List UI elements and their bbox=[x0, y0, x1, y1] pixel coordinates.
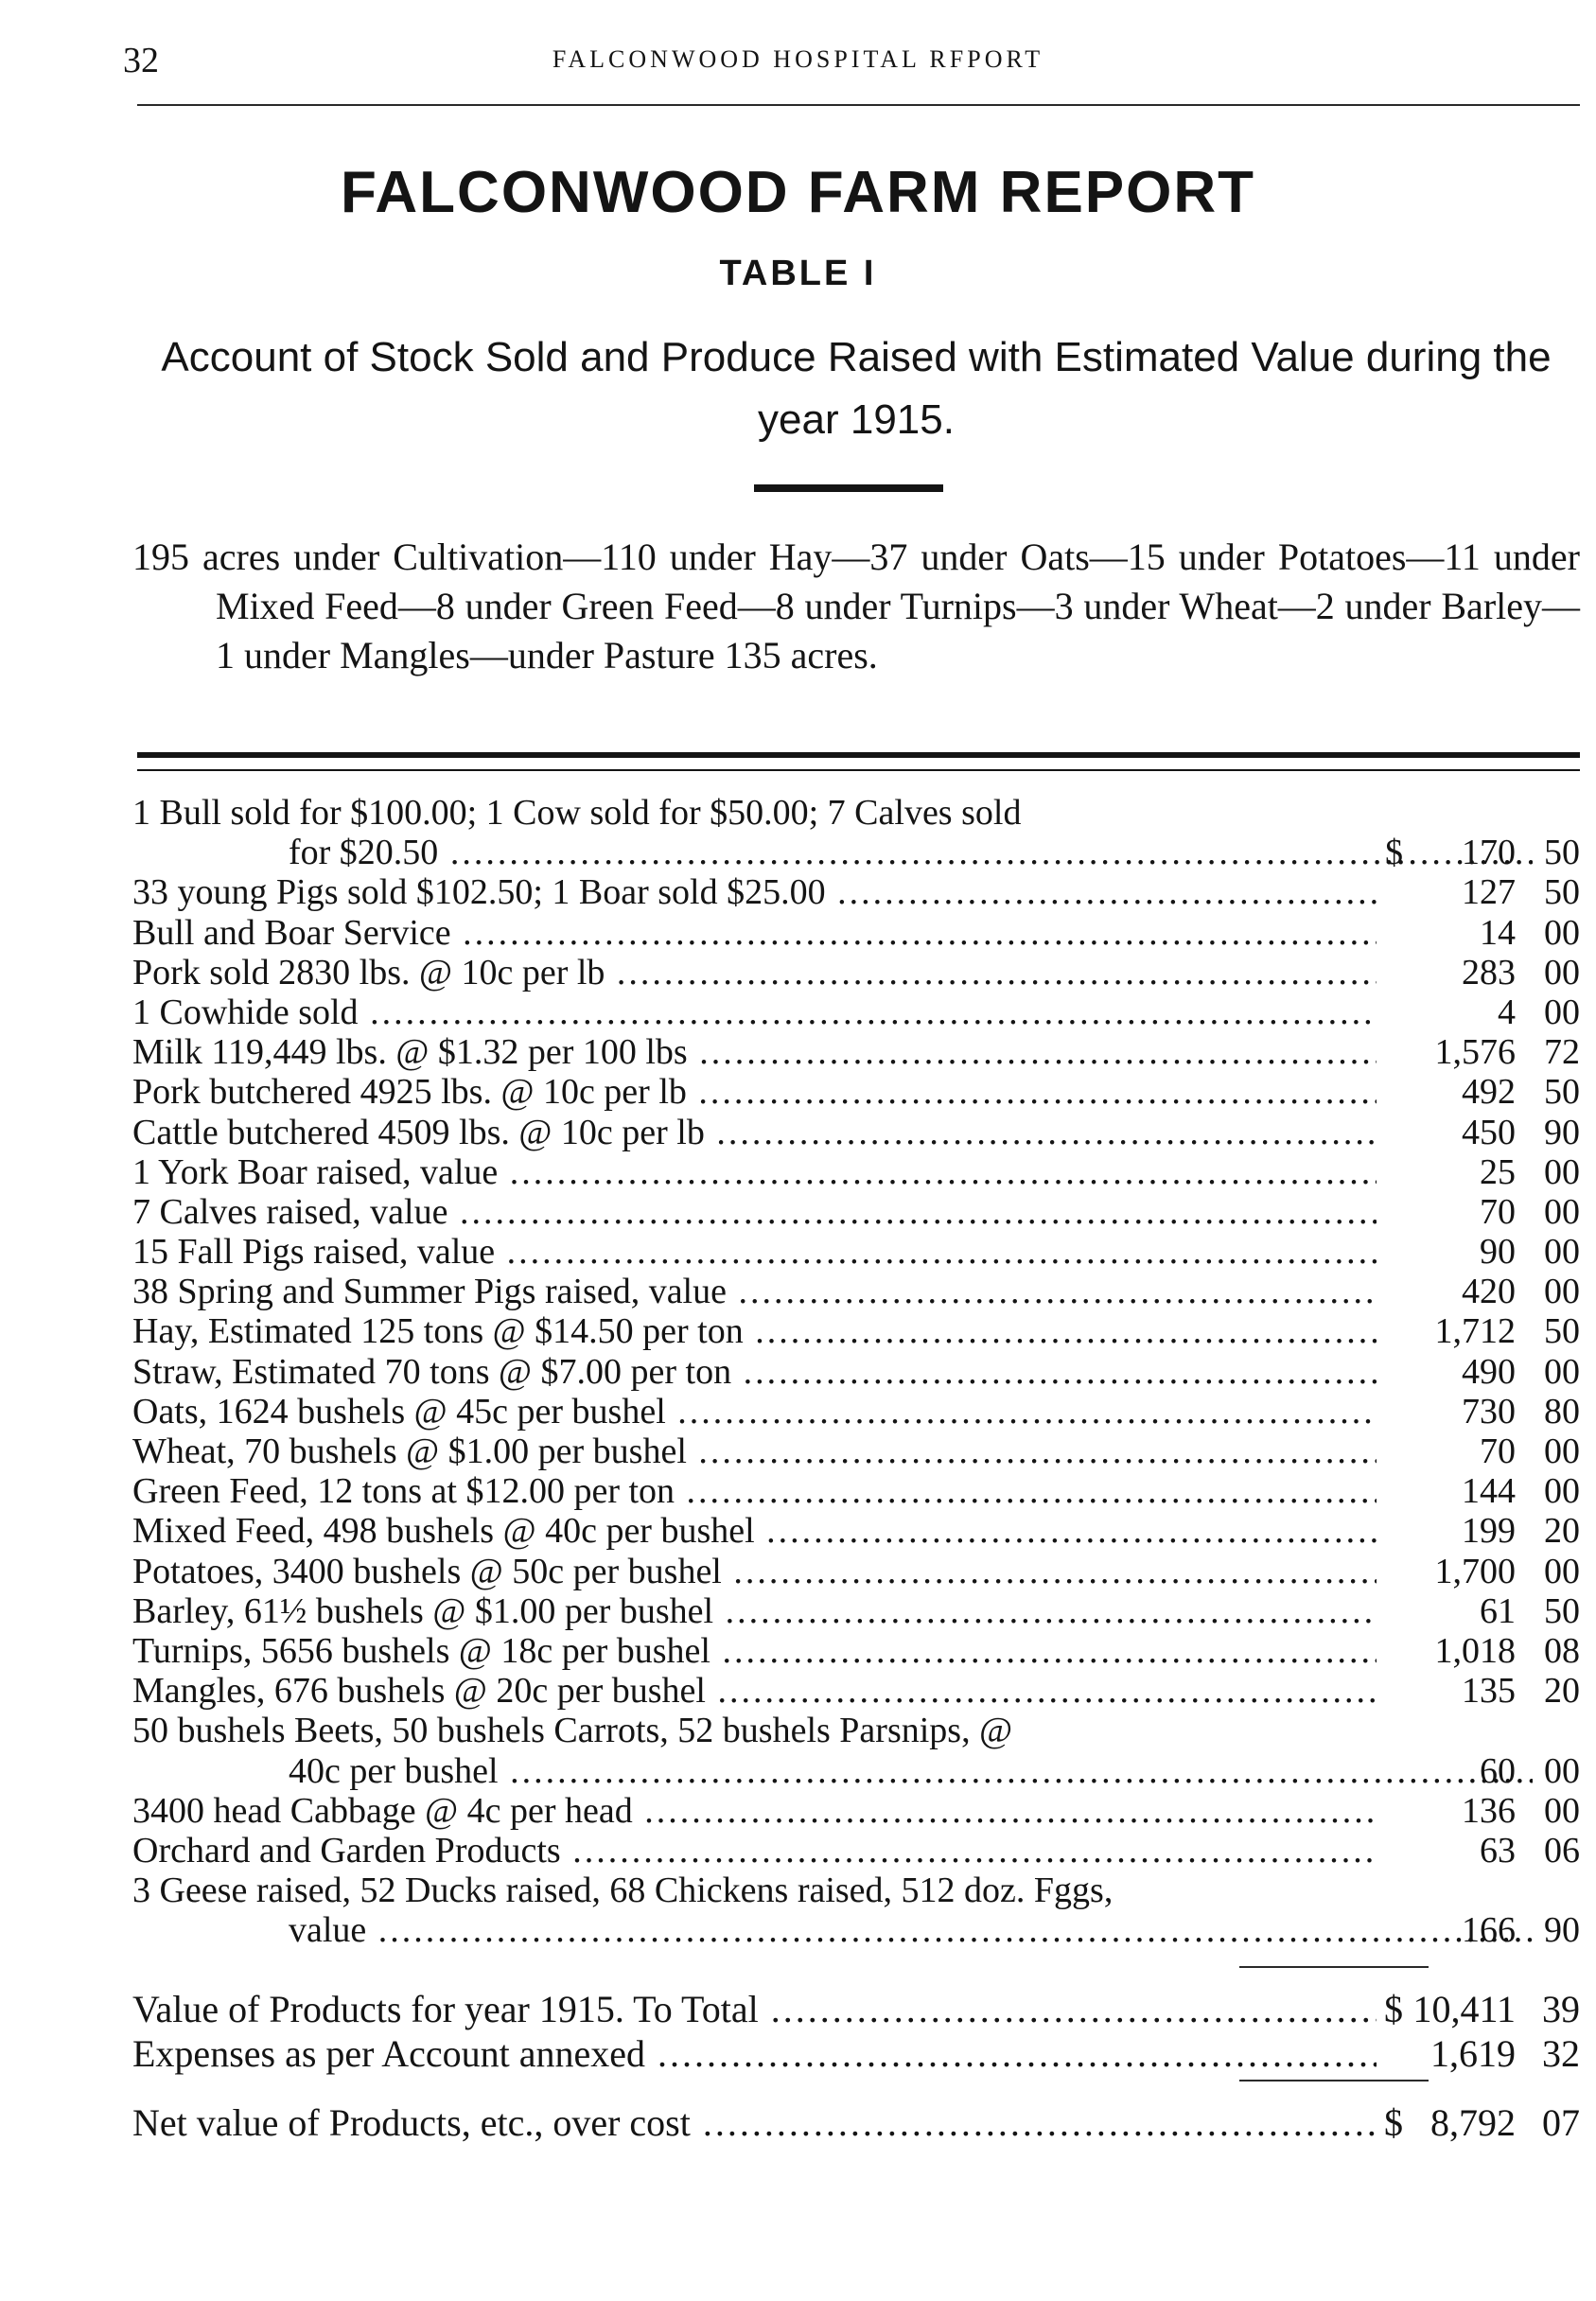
ledger-row bbox=[132, 1591, 1580, 1631]
ledger-item-amount: 70 bbox=[1480, 1191, 1516, 1232]
ledger-item-label: Cattle butchered 4509 lbs. @ 10c per lb ..... bbox=[132, 1113, 1377, 1152]
ledger-item-cents: 00 bbox=[1544, 1432, 1580, 1472]
ledger-table bbox=[132, 793, 1580, 1950]
ledger-item-amount: 492 bbox=[1462, 1072, 1516, 1113]
total-value-label: Value of Products for year 1915. To Total ..... bbox=[132, 1987, 1377, 2031]
page-number: 32 bbox=[123, 41, 159, 80]
ledger-item-amount: 25 bbox=[1480, 1151, 1516, 1192]
ledger-item-amount: 420 bbox=[1462, 1272, 1516, 1312]
acreage-paragraph bbox=[132, 533, 1580, 680]
ledger-item-amount: 1,576 bbox=[1434, 1032, 1516, 1073]
ledger-item-amount: 170 bbox=[1462, 833, 1516, 873]
ledger-item-label: Mixed Feed, 498 bushels @ 40c per bushel ..... bbox=[132, 1511, 1377, 1551]
totals-block bbox=[132, 1987, 1580, 2076]
running-header bbox=[0, 40, 1596, 78]
ledger-item-amount: 60 bbox=[1480, 1750, 1516, 1791]
ledger-row bbox=[132, 913, 1580, 953]
ledger-row bbox=[132, 1072, 1580, 1112]
ledger-item-cents: 50 bbox=[1544, 1311, 1580, 1352]
ledger-item-amount: 61 bbox=[1480, 1590, 1516, 1631]
ledger-item-amount: 199 bbox=[1462, 1511, 1516, 1552]
ledger-item-cents: 00 bbox=[1544, 1272, 1580, 1312]
ledger-row bbox=[132, 1871, 1580, 1950]
net-value-cents: 07 bbox=[1542, 2101, 1580, 2144]
net-value-dollar: $ bbox=[1384, 2101, 1403, 2144]
ledger-item-cents: 00 bbox=[1544, 1191, 1580, 1232]
ledger-item-label: Straw, Estimated 70 tons @ $7.00 per ton ..... bbox=[132, 1352, 1377, 1392]
ledger-item-cents: 00 bbox=[1544, 1151, 1580, 1192]
ledger-item-label: 1 Bull sold for $100.00; 1 Cow sold for $50.00; 7 Calves sold bbox=[132, 793, 1022, 833]
ledger-item-label: Hay, Estimated 125 tons @ $14.50 per ton ..... bbox=[132, 1311, 1377, 1351]
ledger-item-label: Milk 119,449 lbs. @ $1.32 per 100 lbs ..... bbox=[132, 1032, 1377, 1072]
ledger-row bbox=[132, 1631, 1580, 1671]
ledger-row bbox=[132, 1352, 1580, 1392]
ledger-item-amount: 70 bbox=[1480, 1432, 1516, 1472]
ledger-row bbox=[132, 1232, 1580, 1272]
ledger-item-cents: 50 bbox=[1544, 833, 1580, 873]
expenses-row bbox=[132, 2031, 1580, 2076]
ledger-item-cents: 08 bbox=[1544, 1630, 1580, 1671]
ledger-row bbox=[132, 1032, 1580, 1072]
ledger-item-label-continued: for $20.50 ..... bbox=[132, 833, 1533, 872]
ledger-item-label: Pork butchered 4925 lbs. @ 10c per lb ..... bbox=[132, 1072, 1377, 1112]
ledger-item-label: 3400 head Cabbage @ 4c per head ..... bbox=[132, 1791, 1377, 1831]
short-divider bbox=[754, 484, 943, 492]
ledger-item-label: Turnips, 5656 bushels @ 18c per bushel ..... bbox=[132, 1631, 1377, 1671]
ledger-item-amount: 450 bbox=[1462, 1112, 1516, 1152]
ledger-item-cents: 20 bbox=[1544, 1671, 1580, 1712]
ledger-item-amount: 1,700 bbox=[1434, 1551, 1516, 1591]
ledger-item-cents: 00 bbox=[1544, 992, 1580, 1032]
ledger-item-label: Pork sold 2830 lbs. @ 10c per lb ..... bbox=[132, 953, 1377, 992]
net-value-amount: 8,792 bbox=[1430, 2101, 1516, 2144]
ledger-item-label: 1 Cowhide sold ..... bbox=[132, 992, 1377, 1032]
net-value-label: Net value of Products, etc., over cost ..... bbox=[132, 2100, 1377, 2145]
ledger-item-amount: 136 bbox=[1462, 1790, 1516, 1831]
ledger-item-label: Potatoes, 3400 bushels @ 50c per bushel ..... bbox=[132, 1552, 1377, 1591]
ledger-item-cents: 50 bbox=[1544, 872, 1580, 913]
expenses-amount: 1,619 bbox=[1430, 2032, 1516, 2075]
ledger-row bbox=[132, 1432, 1580, 1471]
ledger-item-label: Green Feed, 12 tons at $12.00 per ton ..... bbox=[132, 1471, 1377, 1511]
ledger-row bbox=[132, 1791, 1580, 1831]
ledger-item-amount: 730 bbox=[1462, 1391, 1516, 1432]
ledger-item-label: Barley, 61½ bushels @ $1.00 per bushel ..... bbox=[132, 1591, 1377, 1631]
double-rule bbox=[137, 752, 1580, 771]
page-title: FALCONWOOD FARM REPORT bbox=[340, 160, 1256, 225]
ledger-item-dollar: $ bbox=[1385, 833, 1403, 873]
ledger-item-amount: 63 bbox=[1480, 1830, 1516, 1871]
ledger-item-label: 1 York Boar raised, value ..... bbox=[132, 1152, 1377, 1192]
ledger-item-amount: 490 bbox=[1462, 1351, 1516, 1392]
ledger-item-amount: 144 bbox=[1462, 1471, 1516, 1512]
ledger-item-cents: 20 bbox=[1544, 1511, 1580, 1552]
table-description: Account of Stock Sold and Produce Raised with Estimated Value during the year 1915. bbox=[161, 334, 1552, 443]
ledger-item-label: 33 young Pigs sold $102.50; 1 Boar sold $25.00 ..... bbox=[132, 872, 1377, 912]
ledger-item-label: Mangles, 676 bushels @ 20c per bushel ..... bbox=[132, 1671, 1377, 1711]
ledger-item-amount: 1,712 bbox=[1434, 1311, 1516, 1352]
ledger-item-label: Wheat, 70 bushels @ $1.00 per bushel ..... bbox=[132, 1432, 1377, 1471]
ledger-row bbox=[132, 1671, 1580, 1711]
total-value-amount: 10,411 bbox=[1412, 1988, 1516, 2030]
ledger-row bbox=[132, 1392, 1580, 1432]
ledger-item-cents: 00 bbox=[1544, 1750, 1580, 1791]
ledger-item-cents: 00 bbox=[1544, 912, 1580, 953]
ledger-item-label: 38 Spring and Summer Pigs raised, value ..... bbox=[132, 1272, 1377, 1311]
ledger-item-cents: 00 bbox=[1544, 1351, 1580, 1392]
ledger-item-label: Bull and Boar Service ..... bbox=[132, 913, 1377, 953]
ledger-item-cents: 06 bbox=[1544, 1830, 1580, 1871]
ledger-item-label-continued: 40c per bushel ..... bbox=[132, 1751, 1533, 1791]
header-rule bbox=[137, 104, 1580, 106]
ledger-row bbox=[132, 1552, 1580, 1591]
expenses-cents: 32 bbox=[1542, 2032, 1580, 2075]
ledger-item-cents: 00 bbox=[1544, 1551, 1580, 1591]
total-value-cents: 39 bbox=[1542, 1988, 1580, 2030]
ledger-row bbox=[132, 1511, 1580, 1551]
ledger-item-label: 15 Fall Pigs raised, value ..... bbox=[132, 1232, 1377, 1272]
ledger-row bbox=[132, 1152, 1580, 1192]
ledger-row bbox=[132, 992, 1580, 1032]
ledger-item-cents: 50 bbox=[1544, 1072, 1580, 1113]
ledger-row bbox=[132, 1831, 1580, 1871]
ledger-item-label: 7 Calves raised, value ..... bbox=[132, 1192, 1377, 1232]
acreage-text: 195 acres under Cultivation—110 under Hay—37 under Oats—15 under Potatoes—11 under Mixed Feed—8 under Green Feed—8 under Turnips—3 under Wheat—2 under Barley—1 under Mangles—under Pasture 135 acres. bbox=[132, 536, 1580, 676]
ledger-item-cents: 00 bbox=[1544, 952, 1580, 992]
running-head-title: FALCONWOOD HOSPITAL RFPORT bbox=[552, 45, 1044, 73]
ledger-item-amount: 4 bbox=[1498, 992, 1516, 1032]
ledger-item-amount: 135 bbox=[1462, 1671, 1516, 1712]
ledger-row bbox=[132, 793, 1580, 872]
net-value-row bbox=[132, 2100, 1580, 2145]
subtotal-rule bbox=[1239, 1966, 1429, 1968]
ledger-item-label-continued: value ..... bbox=[132, 1910, 1533, 1950]
ledger-row bbox=[132, 872, 1580, 912]
net-block bbox=[132, 2100, 1580, 2145]
ledger-item-amount: 127 bbox=[1462, 872, 1516, 913]
ledger-row bbox=[132, 1471, 1580, 1511]
ledger-item-label: Orchard and Garden Products ..... bbox=[132, 1831, 1377, 1871]
ledger-item-label: Oats, 1624 bushels @ 45c per bushel ..... bbox=[132, 1392, 1377, 1432]
ledger-item-cents: 80 bbox=[1544, 1391, 1580, 1432]
ledger-item-cents: 72 bbox=[1544, 1032, 1580, 1073]
table-label: TABLE I bbox=[719, 254, 877, 293]
ledger-item-amount: 90 bbox=[1480, 1232, 1516, 1273]
ledger-item-cents: 50 bbox=[1544, 1590, 1580, 1631]
total-value-row bbox=[132, 1987, 1580, 2031]
ledger-row bbox=[132, 1272, 1580, 1311]
ledger-row bbox=[132, 1711, 1580, 1790]
ledger-item-amount: 283 bbox=[1462, 952, 1516, 992]
ledger-row bbox=[132, 1311, 1580, 1351]
ledger-item-amount: 14 bbox=[1480, 912, 1516, 953]
ledger-item-cents: 00 bbox=[1544, 1232, 1580, 1273]
ledger-row bbox=[132, 1192, 1580, 1232]
ledger-item-label: 3 Geese raised, 52 Ducks raised, 68 Chickens raised, 512 doz. Fggs, bbox=[132, 1871, 1114, 1911]
ledger-item-cents: 00 bbox=[1544, 1471, 1580, 1512]
ledger-item-amount: 166 bbox=[1462, 1910, 1516, 1951]
ledger-item-cents: 90 bbox=[1544, 1910, 1580, 1951]
net-rule bbox=[1239, 2080, 1429, 2081]
expenses-label: Expenses as per Account annexed ..... bbox=[132, 2031, 1377, 2076]
ledger-item-label: 50 bushels Beets, 50 bushels Carrots, 52 bushels Parsnips, @ bbox=[132, 1711, 1013, 1751]
ledger-item-cents: 90 bbox=[1544, 1112, 1580, 1152]
total-value-dollar: $ bbox=[1384, 1988, 1403, 2030]
ledger-row bbox=[132, 1113, 1580, 1152]
ledger-item-cents: 00 bbox=[1544, 1790, 1580, 1831]
ledger-row bbox=[132, 953, 1580, 992]
ledger-item-amount: 1,018 bbox=[1434, 1630, 1516, 1671]
